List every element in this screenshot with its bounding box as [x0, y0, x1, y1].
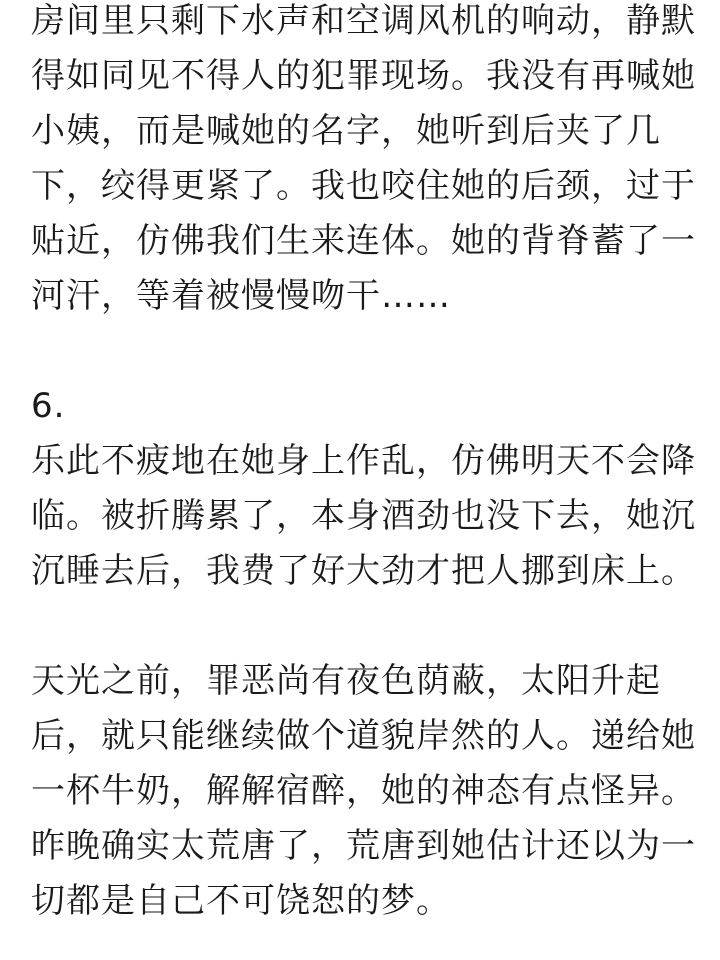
- text-line: 后，就只能继续做个道貌岸然的人。递给她: [31, 716, 696, 756]
- section-number: 6.: [31, 386, 66, 426]
- text-line: 临。被折腾累了，本身酒劲也没下去，她沉: [31, 496, 696, 536]
- text-line: 得如同见不得人的犯罪现场。我没有再喊她: [31, 56, 696, 96]
- text-line: 河汗，等着被慢慢吻干……: [31, 276, 451, 316]
- text-line: 房间里只剩下水声和空调风机的响动，静默: [31, 1, 696, 41]
- text-line: 切都是自己不可饶恕的梦。: [31, 881, 451, 921]
- text-line: 贴近，仿佛我们生来连体。她的背脊蓄了一: [31, 221, 696, 261]
- text-line: 昨晚确实太荒唐了，荒唐到她估计还以为一: [31, 826, 696, 866]
- text-line: 乐此不疲地在她身上作乱，仿佛明天不会降: [31, 441, 696, 481]
- text-line: 小姨，而是喊她的名字，她听到后夹了几: [31, 111, 661, 151]
- text-line: 下，绞得更紧了。我也咬住她的后颈，过于: [31, 166, 696, 206]
- text-line: 沉睡去后，我费了好大劲才把人挪到床上。: [31, 551, 696, 591]
- text-line: 一杯牛奶，解解宿醉，她的神态有点怪异。: [31, 771, 696, 811]
- text-line: 天光之前，罪恶尚有夜色荫蔽，太阳升起: [31, 661, 661, 701]
